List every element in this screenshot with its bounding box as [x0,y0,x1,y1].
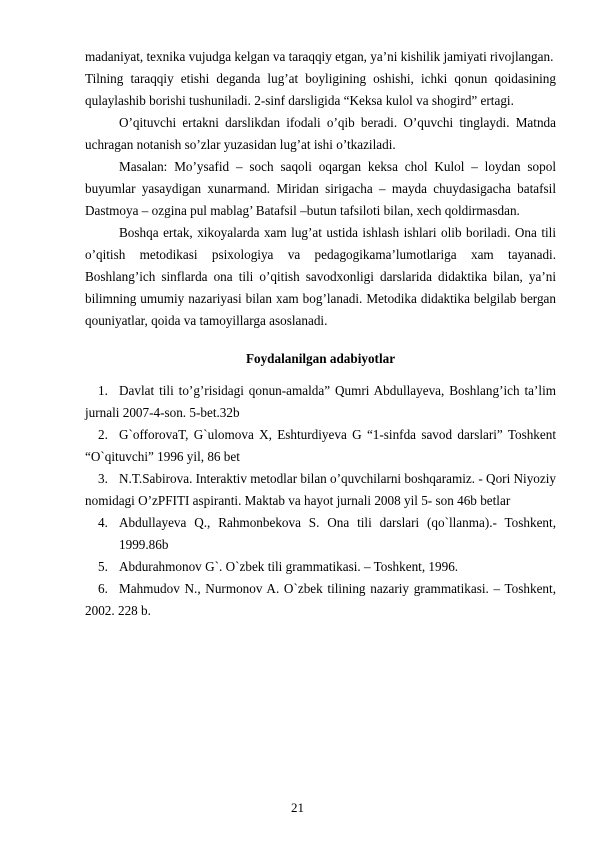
reference-item: 2. G`offorovaT, G`ulomova X, Eshturdiyeva G “1-sinfda savod darslari” Toshkent “O`qituvchi” 1996 yil, 86 bet [85,427,556,464]
reference-text: Davlat tili to’g’risidagi qonun-amalda” Qumri Abdullayeva, Boshlang’ich ta’lim jurnali 2007-4-son. 5-bet.32b [85,383,556,420]
reference-number: 4. [98,515,108,530]
references-heading: Foydalanilgan adabiyotlar [245,351,396,366]
paragraph-1: madaniyat, texnika vujudga kelgan va taraqqiy etgan, ya’ni kishilik jamiyati rivojlangan. [85,49,554,64]
reference-text: G`offorovaT, G`ulomova X, Eshturdiyeva G “1-sinfda savod darslari” Toshkent “O`qituvchi” 1996 yil, 86 bet [85,427,556,464]
reference-item [85,556,556,578]
reference-number: 5. [98,559,108,574]
paragraph-5: Boshqa ertak, xikoyalarda xam lug’at ustida ishlash ishlari olib boriladi. Ona tili o’qitish metodikasi psixologiya va pedagogikama’lumotlariga xam tayanadi. Boshlang’ich sinflarda ona tili o’qitish savodxonligi darslarida didaktika bilan, ya’ni bilimning umumiy nazariyasi bilan xam bog’lanadi. Metodika didaktika belgilab bergan qouniyatlar, qoida va tamoyillarga asoslanadi. [85,225,556,328]
paragraph-4: Masalan: Mo’ysafid – soch saqoli oqargan keksa chol Kulol – loydan sopol buyumlar yasaydigan xunarmand. Miridan sirigacha – mayda chuydasigacha batafsil Dastmoya – ozgina pul mablag’ Batafsil –butun tafsiloti bilan, xech qoldirmasdan. [85,159,556,218]
page-number: 21 [291,800,304,815]
reference-item [85,512,556,556]
paragraph-3: O’qituvchi ertakni darslikdan ifodali o’qib beradi. O’quvchi tinglaydi. Matnda uchragan notanish so’zlar yuzasidan lug’at ishi o’tkaziladi. [85,115,556,152]
reference-text: Mahmudov N., Nurmonov A. O`zbek tilining nazariy grammatikasi. – Toshkent, 2002. 228 b. [85,581,556,618]
reference-item: 6. Mahmudov N., Nurmonov A. O`zbek tilining nazariy grammatikasi. – Toshkent, 2002. 228 b. [85,581,556,618]
references-list [85,380,556,622]
reference-item: 1. Davlat tili to’g’risidagi qonun-amalda” Qumri Abdullayeva, Boshlang’ich ta’lim jurnali 2007-4-son. 5-bet.32b [85,383,556,420]
reference-text: N.T.Sabirova. Interaktiv metodlar bilan o’quvchilarni boshqaramiz. - Qori Niyoziy nomidagi O’zPFITI aspiranti. Maktab va hayot jurnali 2008 yil 5- son 46b betlar [85,471,557,508]
reference-item: 3. N.T.Sabirova. Interaktiv metodlar bilan o’quvchilarni boshqaramiz. - Qori Niyoziy nomidagi O’zPFITI aspiranti. Maktab va hayot jurnali 2008 yil 5- son 46b betlar [85,471,557,508]
reference-text: Abdurahmonov G`. O`zbek tili grammatikasi. – Toshkent, 1996. [119,559,459,574]
reference-text: Abdullayeva Q., Rahmonbekova S. Ona tili darslari (qo`llanma).- Toshkent, 1999.86b [119,515,556,552]
paragraph-2: Tilning taraqqiy etishi deganda lug’at boyligining oshishi, ichki qonun qoidasining qulaylashib borishi tushuniladi. 2-sinf darsligida “Keksa kulol va shogird” ertagi. [85,71,556,108]
document-body [85,46,556,622]
